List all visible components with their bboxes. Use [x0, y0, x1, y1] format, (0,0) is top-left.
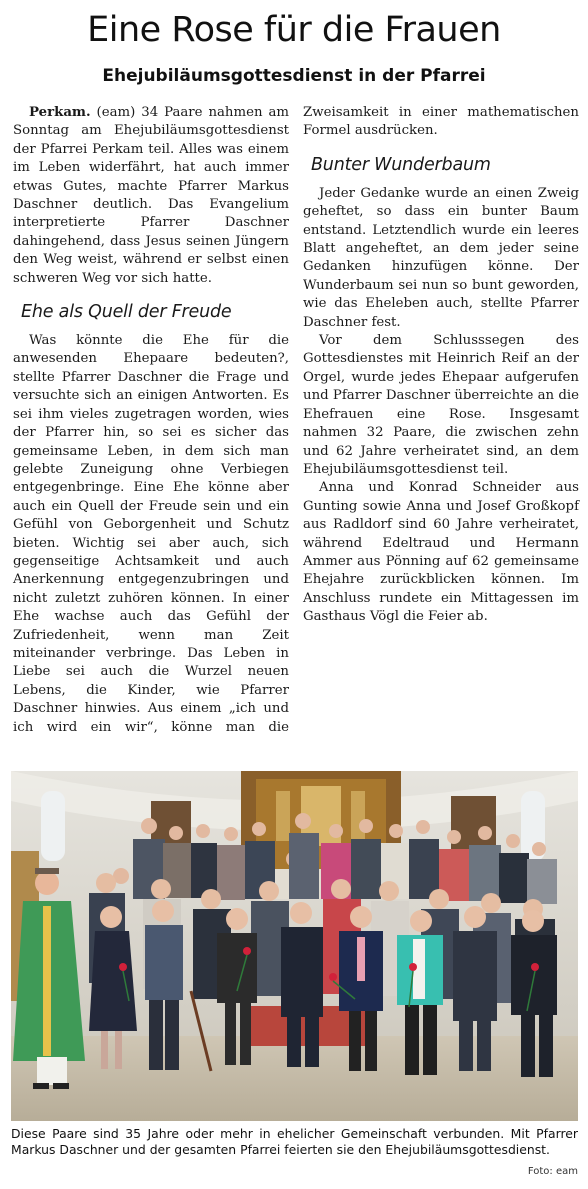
- intro-paragraph: [13, 104, 289, 288]
- headline: Eine Rose für die Frauen: [87, 10, 501, 50]
- paragraph-wunderbaum-3: Anna und Konrad Schneider aus Gunting sowie Anna und Josef Großkopf aus Radldorf sind 60 Jahre verheiratet, während Edeltraud und Hermann Ammer aus Pönning auf 62 gemeinsame Ehejahre zurückblicken können. Im Anschluss rundete ein Mittagessen im Gasthaus Vögl die Feier ab.: [303, 480, 579, 625]
- photo-caption: Diese Paare sind 35 Jahre oder mehr in ehelicher Gemeinschaft verbunden. Mit Pfarrer Markus Daschner und der gesamten Pfarrei feierten sie den Ehejubiläumsgottesdienst.: [11, 1126, 578, 1157]
- photo-credit: Foto: eam: [527, 1166, 578, 1177]
- paragraph-wunderbaum-1: Jeder Gedanke wurde an einen Zweig geheftet, so dass ein bunter Baum entstand. Letztendlich wurde ein leeres Blatt angeheftet, an dem jeder seine Gedanken hinzufügen könne. Der Wunderbaum sei nun so bunt geworden, wie das Eheleben auch, stellte Pfarrer Daschner fest.: [303, 185, 579, 330]
- section-title-ehe: Ehe als Quell der Freude: [21, 302, 232, 323]
- group-photo-illustration: [11, 771, 578, 1121]
- window-left: [41, 791, 65, 861]
- subheadline: Ehejubiläumsgottesdienst in der Pfarrei: [102, 66, 486, 86]
- group-photo: [11, 771, 578, 1121]
- section-title-wunderbaum: Bunter Wunderbaum: [311, 154, 491, 175]
- dateline: Perkam.: [29, 105, 91, 120]
- paragraph-wunderbaum-2: Vor dem Schlusssegen des Gottesdienstes mit Heinrich Reif an der Orgel, wurde jedes Ehepaar aufgerufen und Pfarrer Daschner überreichte an die Ehefrauen eine Rose. Insgesamt nahmen 32 Paare, die zwischen zehn und 62 Jahre verheiratet sind, an dem Ehejubiläumsgottesdienst teil.: [303, 333, 579, 477]
- paragraph-ehe: Was könnte die Ehe für die anwesenden Ehepaare bedeuten?, stellte Pfarrer Daschner die Frage und versuchte sich an einigen Antworten. Es sei ihm vieles zugetragen worden, wies der Pfarrer hin, so sei es sicher das gemeinsame Leben, in dem sich man gelebte Zuneigung ohne Verbiegen entgegenbringe. Eine Ehe könne aber auch ein Quell der Freude sein und ein Gefühl von Geborgenheit und Schutz bieten. Wichtig sei aber auch, sich gegenseitige Achtsamkeit und auch Anerkennung entgegenzubringen und nicht zuletzt zuhören können. In einer Ehe wachse auch das Gefühl der Zufriedenheit, wenn man Zeit miteinander verbringe. Das Leben in Liebe sei auch die Wurzel neuen Lebens, die Kinder, wie Pfarrer Daschner hinwies. Aus einem „ich und ich wird ein wir“, könne man die Zweisamkeit in einer mathematischen Formel ausdrücken.: [13, 105, 579, 735]
- intro-text: (eam) 34 Paare nahmen am Sonntag am Ehejubiläumsgottesdienst der Pfarrei Perkam teil. Alles was einem im Leben widerfährt, hat auch immer etwas Gutes, machte Pfarrer Markus Daschner deutlich. Das Evangelium interpretierte Pfarrer Daschner dahingehend, dass Jesus seinen Jüngern den Weg weist, während er selbst einen schweren Weg vor sich hatte.: [13, 105, 289, 286]
- article-body: [13, 104, 579, 754]
